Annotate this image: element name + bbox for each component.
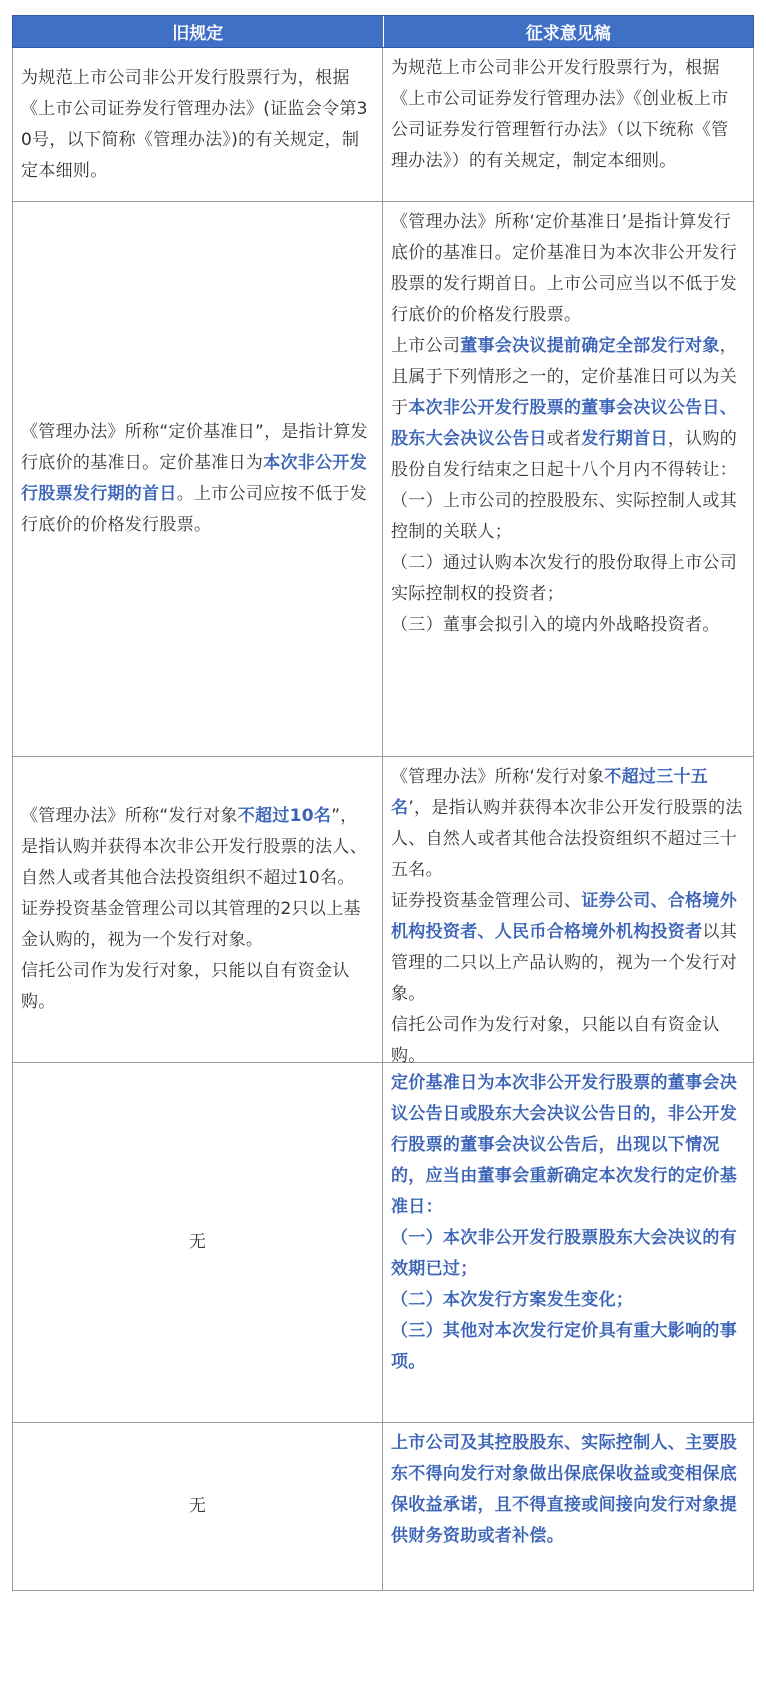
paragraph: 《管理办法》所称“定价基准日”，是指计算发行底价的基准日。定价基准日为本次非公开发行股票发行期的首日。上市公司应按不低于发行底价的价格发行股票。 [21,422,368,535]
list-item: （二）本次发行方案发生变化； [391,1290,634,1310]
list-item: （三）董事会拟引入的境内外战略投资者。 [391,615,720,635]
table-row [12,1423,754,1591]
list-item: （一）本次非公开发行股票股东大会决议的有效期已过； [391,1228,737,1279]
new-cell [383,202,753,756]
paragraph: 《管理办法》所称“发行对象不超过10名”，是指认购并获得本次非公开发行股票的法人、自然人或者其他合法投资组织不超过10名。 [21,806,367,888]
new-cell [383,1063,753,1422]
paragraph: 上市公司及其控股股东、实际控制人、主要股东不得向发行对象做出保底保收益或变相保底保收益承诺，且不得直接或间接向发行对象提供财务资助或者补偿。 [391,1433,737,1546]
list-item: （三）其他对本次发行定价具有重大影响的事项。 [391,1321,737,1372]
old-cell [13,202,383,756]
paragraph: 证券投资基金管理公司、证券公司、合格境外机构投资者、人民币合格境外机构投资者以其管理的二只以上产品认购的，视为一个发行对象。 [391,891,738,1004]
table-row [12,48,754,202]
list-item: （二）通过认购本次发行的股份取得上市公司实际控制权的投资者； [391,553,737,604]
new-cell [383,1423,753,1590]
paragraph: 《管理办法》所称‘定价基准日’是指计算发行底价的基准日。定价基准日为本次非公开发行股票的发行期首日。上市公司应当以不低于发行底价的价格发行股票。 [391,212,737,325]
old-cell [13,48,383,201]
table-header [12,15,754,48]
empty-value: 无 [188,1496,207,1516]
list-item: （一）上市公司的控股股东、实际控制人或其控制的关联人； [391,491,737,542]
paragraph: 上市公司董事会决议提前确定全部发行对象，且属于下列情形之一的，定价基准日可以为关于本次非公开发行股票的董事会决议公告日、股东大会决议公告日或者发行期首日，认购的股份自发行结束之日起十八个月内不得转让： [391,336,738,480]
table-row [12,1063,754,1423]
paragraph: 信托公司作为发行对象，只能以自有资金认购。 [391,1015,720,1066]
new-cell [383,48,753,201]
header-old-rules: 旧规定 [172,24,224,44]
paragraph: 证券投资基金管理公司以其管理的2只以上基金认购的，视为一个发行对象。 [21,899,361,950]
paragraph: 《管理办法》所称‘发行对象不超过三十五名’，是指认购并获得本次非公开发行股票的法人、自然人或者其他合法投资组织不超过三十五名。 [391,767,743,880]
old-cell [13,1423,383,1590]
empty-value: 无 [188,1232,207,1252]
paragraph: 为规范上市公司非公开发行股票行为，根据《上市公司证券发行管理办法》(证监会令第30号，以下简称《管理办法》)的有关规定，制定本细则。 [21,67,368,181]
old-cell [13,1063,383,1422]
paragraph: 定价基准日为本次非公开发行股票的董事会决议公告日或股东大会决议公告日的，非公开发行股票的董事会决议公告后，出现以下情况的，应当由董事会重新确定本次发行的定价基准日： [391,1073,737,1217]
paragraph: 为规范上市公司非公开发行股票行为，根据《上市公司证券发行管理办法》《创业板上市公司证券发行管理暂行办法》（以下统称《管理办法》）的有关规定，制定本细则。 [391,58,729,171]
old-cell [13,757,383,1062]
comparison-table [12,15,754,1591]
new-cell [383,757,753,1066]
header-draft: 征求意见稿 [383,16,754,47]
paragraph: 信托公司作为发行对象，只能以自有资金认购。 [21,961,350,1012]
table-row [12,202,754,757]
table-row [12,757,754,1066]
